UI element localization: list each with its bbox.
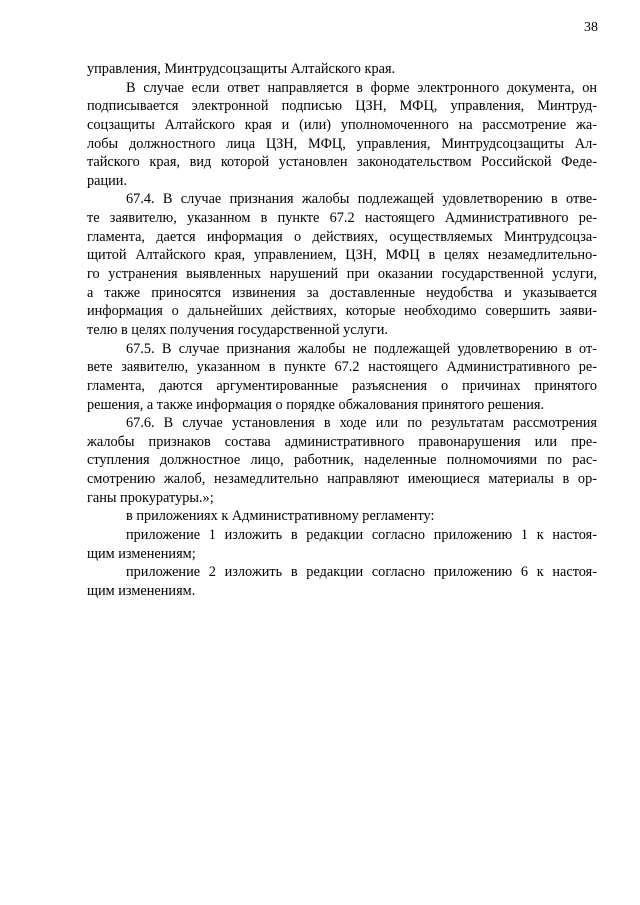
- text-line: решения, а также информация о порядке обжалования принятого решения.: [87, 396, 545, 413]
- text-line: гламента, даются аргументированные разъяснения о причинах принятого: [87, 377, 597, 394]
- text-line: подписывается электронной подписью ЦЗН, МФЦ, управления, Минтруд-: [87, 98, 597, 115]
- text-line: информация о дальнейших действиях, которые необходимо совершить заяви-: [87, 303, 597, 320]
- text-line: щим изменениям;: [87, 545, 196, 562]
- text-line: 67.6. В случае установления в ходе или по результатам рассмотрения: [126, 415, 597, 432]
- page-number: 38: [584, 20, 598, 35]
- text-line: управления, Минтрудсоцзащиты Алтайского края.: [87, 61, 396, 77]
- text-line: 67.5. В случае признания жалобы не подлежащей удовлетворению в от-: [126, 340, 597, 357]
- text-line: а также приносятся извинения за доставленные неудобства и указывается: [87, 284, 597, 301]
- text-line: рации.: [87, 172, 128, 189]
- text-line: го устранения выявленных нарушений при оказании государственной услуги,: [87, 266, 597, 283]
- text-line: те заявителю, указанном в пункте 67.2 настоящего Административного ре-: [87, 210, 597, 227]
- text-line: тайского края, вид которой установлен законодательством Российской Феде-: [87, 154, 597, 171]
- text-line: ганы прокуратуры.»;: [87, 489, 214, 506]
- document-body: [87, 60, 597, 601]
- text-line: приложение 2 изложить в редакции согласно приложению 6 к настоя-: [126, 564, 597, 581]
- text-line: соцзащиты Алтайского края и (или) уполномоченного на рассмотрение жа-: [87, 116, 597, 133]
- text-line: вете заявителю, указанном в пункте 67.2 настоящего Административного ре-: [87, 359, 597, 376]
- text-line: щим изменениям.: [87, 582, 196, 599]
- text-line: приложение 1 изложить в редакции согласно приложению 1 к настоя-: [126, 527, 597, 544]
- text-line: лобы должностного лица ЦЗН, МФЦ, управления, Минтрудсоцзащиты Ал-: [87, 135, 597, 152]
- text-line: в приложениях к Административному регламенту:: [126, 508, 435, 525]
- text-line: В случае если ответ направляется в форме электронного документа, он: [126, 79, 597, 96]
- text-line: телю в целях получения государственной услуги.: [87, 321, 388, 338]
- text-line: ступления должностное лицо, работник, наделенные полномочиями по рас-: [87, 452, 597, 469]
- text-line: гламента, дается информация о действиях, осуществляемых Минтрудсоцза-: [87, 228, 597, 245]
- text-line: жалобы признаков состава административного правонарушения или пре-: [87, 433, 597, 450]
- text-line: 67.4. В случае признания жалобы подлежащей удовлетворению в отве-: [126, 191, 597, 208]
- text-line: щитой Алтайского края, управлением, ЦЗН, МФЦ в целях незамедлительно-: [87, 247, 597, 264]
- text-line: смотрению жалоб, незамедлительно направляют имеющиеся материалы в ор-: [87, 471, 597, 488]
